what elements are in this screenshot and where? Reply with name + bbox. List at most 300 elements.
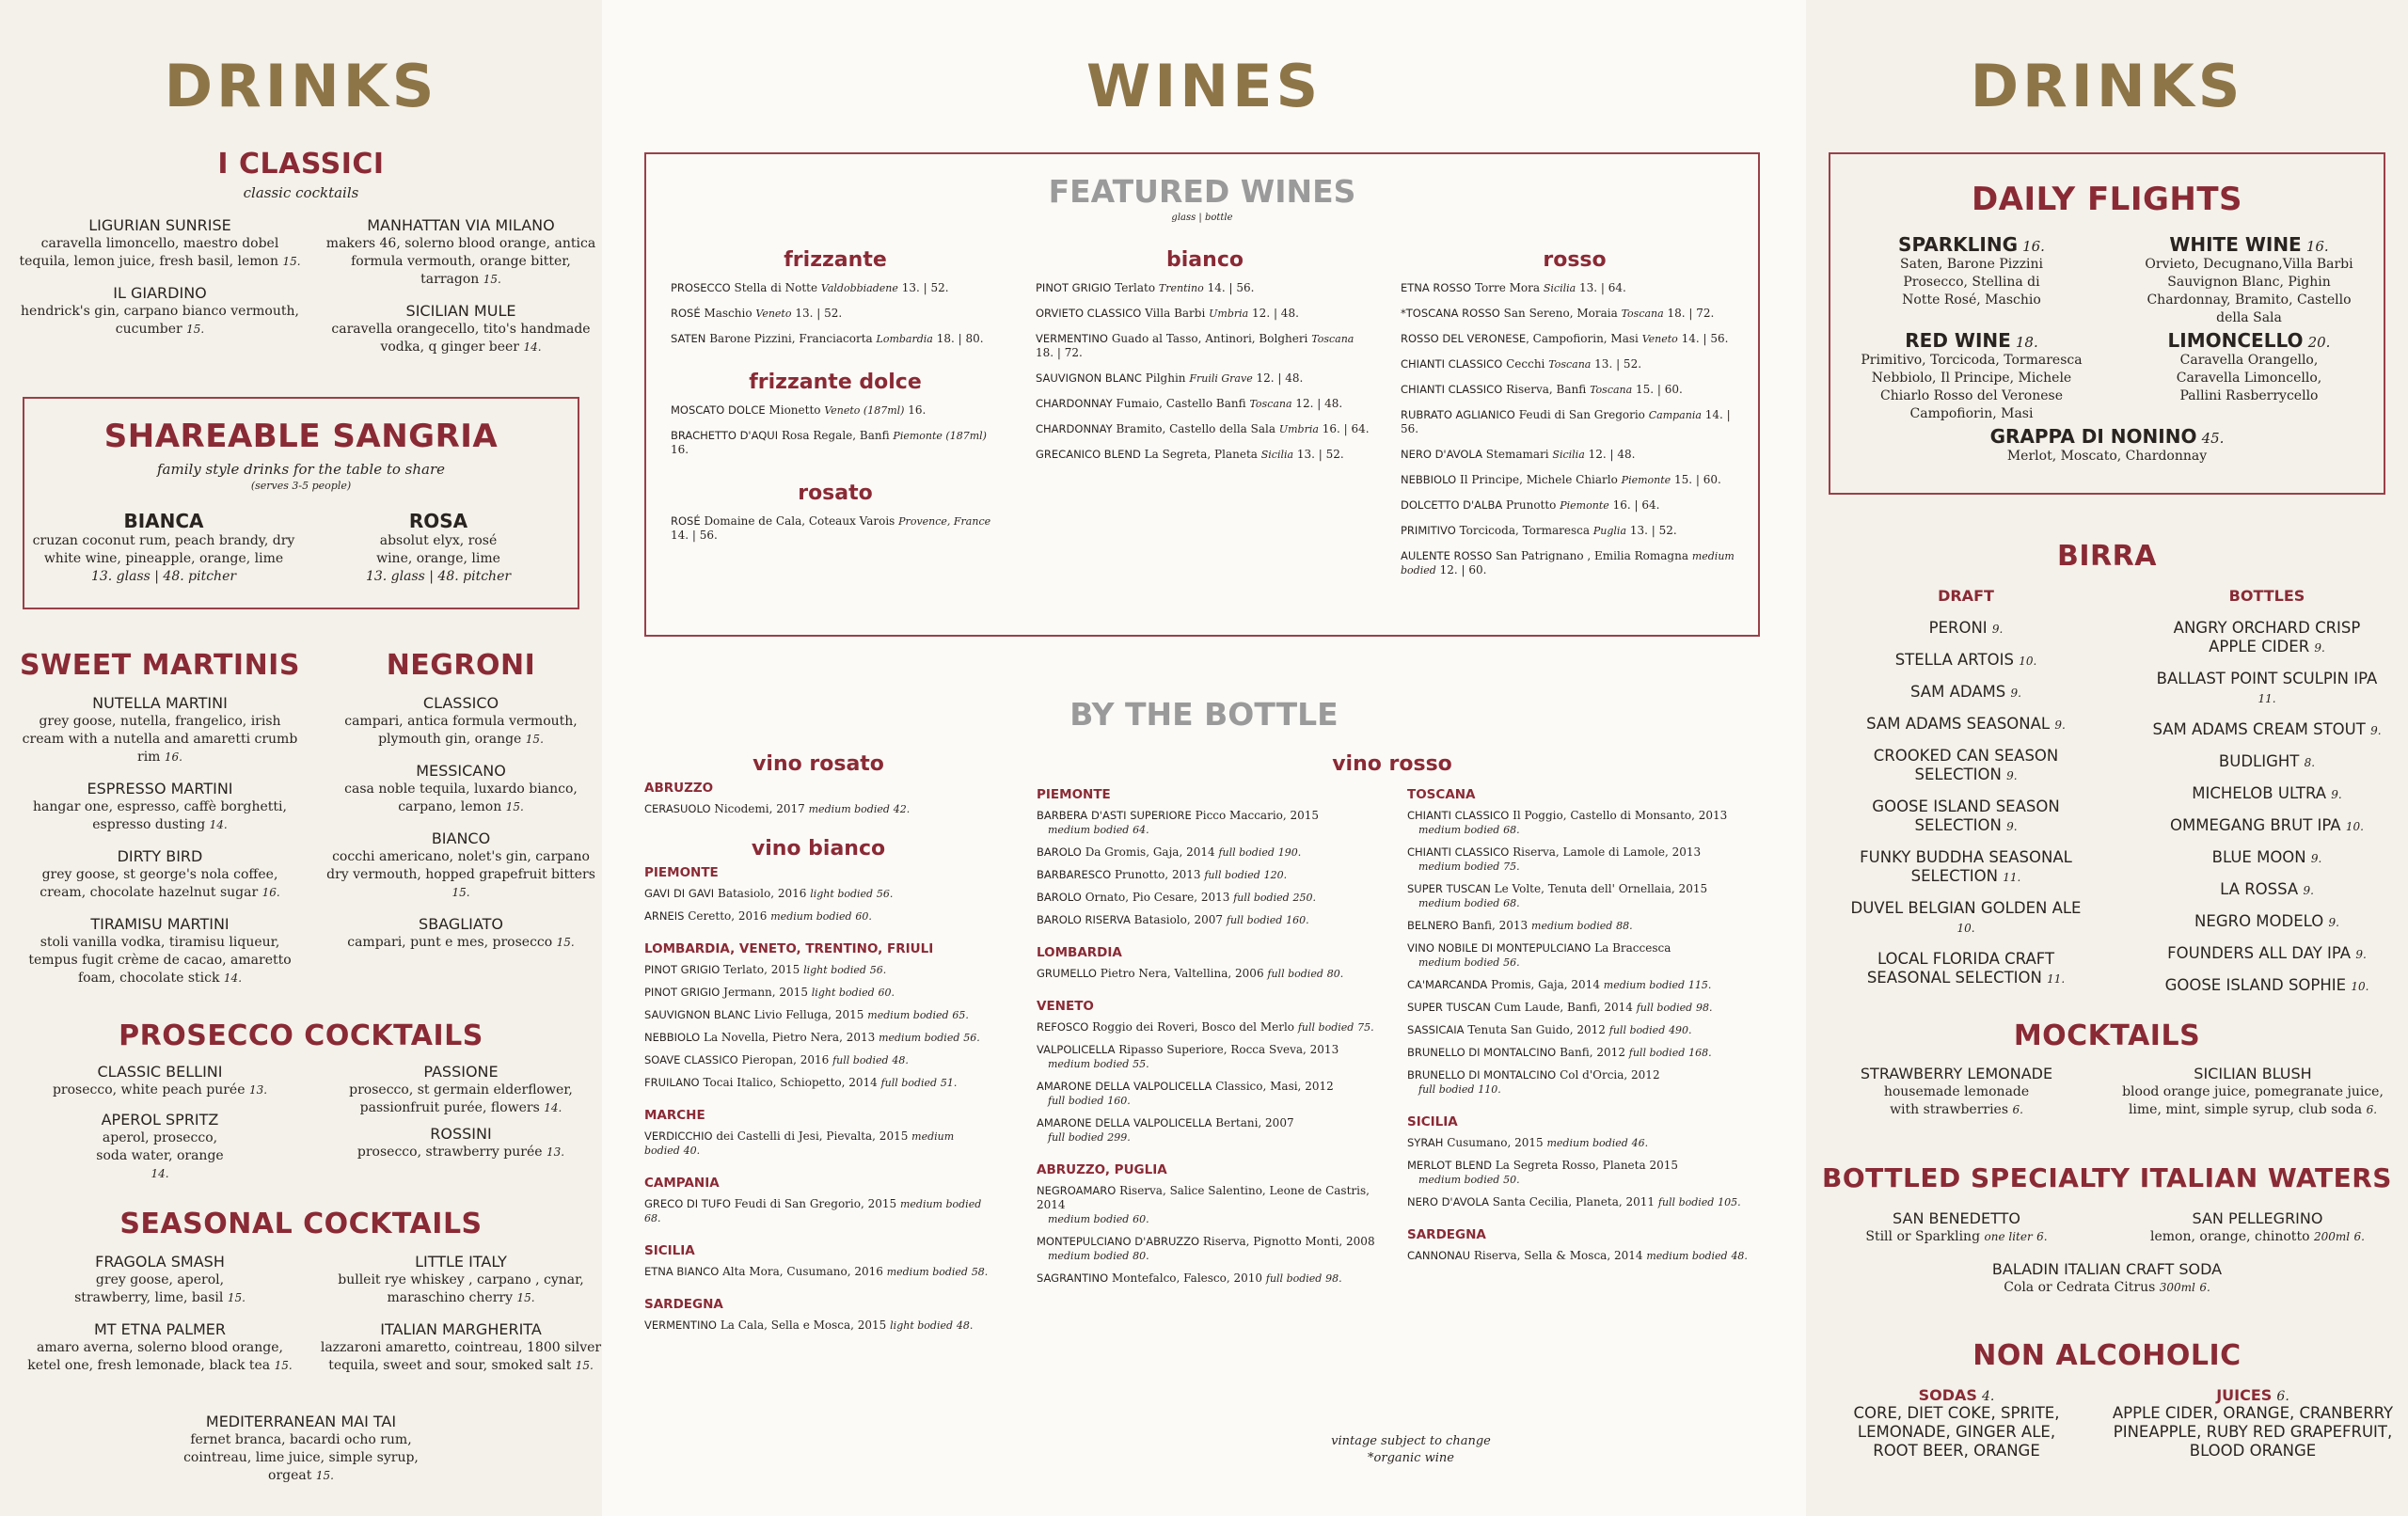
beer-price: 10. — [2345, 820, 2364, 833]
wine-line — [1037, 1116, 1385, 1145]
item-name: MEDITERRANEAN MAI TAI — [205, 1413, 397, 1430]
wine-body: full bodied — [1048, 1131, 1104, 1144]
wine-producer: Maschio — [704, 307, 752, 320]
wine-price: 12. | 48. — [1252, 307, 1299, 320]
wine-region-heading: CAMPANIA — [644, 1176, 720, 1191]
vino-rosato-list — [644, 780, 992, 816]
item-desc: Saten, Barone Pizzini Prosecco, Stellina di Notte Rosé, Maschio — [1900, 257, 2043, 308]
item-desc: campari, punt e mes, prosecco — [347, 935, 553, 950]
wine-name: BAROLO — [1037, 891, 1082, 904]
wine-producer: Villa Barbi — [1145, 307, 1206, 320]
wine-producer: Stella di Notte — [734, 281, 818, 294]
sangria-serves: (serves 3-5 people) — [250, 480, 352, 492]
wine-line — [1407, 845, 1783, 874]
item-name: LIMONCELLO — [2167, 329, 2304, 352]
wine-producer: Riserva, Banfi — [1506, 383, 1587, 396]
wine-producer: La Novella, Pietro Nera, 2013 — [703, 1031, 876, 1044]
wine-line — [1037, 845, 1385, 860]
wine-line — [1036, 422, 1374, 436]
wine-region: Veneto (187ml) — [824, 404, 905, 417]
beer-price: 9. — [2010, 687, 2021, 700]
wine-line — [1407, 1195, 1783, 1209]
item-name: MANHATTAN VIA MILANO — [367, 216, 555, 234]
wine-line — [644, 1129, 992, 1158]
wine-body: medium bodied — [1546, 1137, 1628, 1149]
wine-region: Valdobbiadene — [820, 282, 898, 294]
item-desc: hangar one, espresso, caffè borghetti, espresso dusting — [33, 799, 287, 832]
wine-line — [1037, 868, 1385, 882]
wine-region: Toscana — [1590, 384, 1633, 396]
wine-name: SUPER TUSCAN — [1407, 1001, 1491, 1014]
wine-producer: Le Volte, Tenuta dell' Ornellaia, 2015 — [1494, 882, 1708, 895]
item-desc: makers 46, solerno blood orange, antica formula vermouth, orange bitter, tarragon — [325, 236, 596, 287]
wine-name: ETNA BIANCO — [644, 1265, 720, 1278]
wine-body: medium bodied — [1418, 1174, 1500, 1186]
wine-name: MOSCATO DOLCE — [671, 403, 766, 417]
item-desc: lemon, orange, chinotto — [2150, 1229, 2310, 1244]
wine-subline — [1407, 955, 1783, 970]
wine-name: VALPOLICELLA — [1037, 1043, 1116, 1056]
wine-price: 14. | 56. — [671, 529, 718, 542]
item-name: CLASSIC BELLINI — [97, 1063, 223, 1081]
featured-col-2 — [1036, 248, 1374, 462]
wine-line — [1037, 1271, 1385, 1286]
wine-region: Veneto — [1641, 333, 1678, 345]
wine-price: 160. — [1107, 1095, 1131, 1107]
wine-body: full bodied — [1265, 1272, 1323, 1285]
wine-name: ETNA ROSSO — [1401, 281, 1472, 294]
wine-producer: La Segreta, Planeta — [1144, 448, 1258, 461]
item-name: PASSIONE — [423, 1063, 499, 1081]
menu-item — [1815, 1209, 2098, 1246]
juices-item — [2107, 1386, 2399, 1461]
menu-item — [19, 216, 301, 271]
item-desc: prosecco, strawberry purée — [356, 1145, 543, 1160]
wine-price: 12. | 48. — [1295, 397, 1343, 410]
wine-price: 16. | 64. — [1612, 498, 1660, 512]
item-price: 16. — [261, 886, 280, 899]
wine-price: 18. | 72. — [1036, 346, 1083, 359]
wine-producer: Jermann, 2015 — [723, 986, 808, 999]
wine-line — [1407, 1249, 1783, 1263]
item-desc: caravella orangecello, tito's handmade vodka, q ginger beer — [331, 322, 591, 355]
wine-name: PROSECCO — [671, 281, 731, 294]
wine-price: 13. | 52. — [901, 281, 949, 294]
wine-price: 12. | 48. — [1256, 371, 1304, 385]
wine-line — [644, 1197, 992, 1225]
item-price: 45. — [2201, 430, 2225, 447]
wine-line — [644, 963, 992, 977]
beer-name: PERONI — [1928, 619, 1988, 637]
wine-name: ARNEIS — [644, 909, 685, 923]
wine-line — [1407, 941, 1783, 970]
item-desc: casa noble tequila, luxardo bianco, carpano, lemon — [344, 782, 578, 814]
beer-item — [2149, 912, 2384, 932]
wine-line — [644, 802, 992, 816]
wine-region-heading: MARCHE — [644, 1108, 705, 1123]
wine-body: full bodied — [1233, 892, 1290, 904]
wine-region-heading: SARDEGNA — [644, 1297, 723, 1312]
wine-line — [644, 1319, 992, 1333]
wine-producer: Batasiolo, 2016 — [718, 887, 807, 900]
rosso-heading: rosso — [1543, 248, 1607, 272]
vino-rosso-list-2 — [1407, 786, 1783, 1263]
item-desc: housemade lemonade with strawberries — [1883, 1084, 2030, 1117]
beer-price: 9. — [2054, 719, 2066, 732]
vino-rosso-list-1 — [1037, 786, 1385, 1286]
wine-price: 13. | 52. — [795, 307, 843, 320]
item-name: SODAS — [1918, 1386, 1977, 1404]
wine-region: Toscana — [1311, 333, 1354, 345]
wine-body: full bodied — [832, 1054, 889, 1066]
item-desc: hendrick's gin, carpano bianco vermouth, cucumber — [21, 304, 299, 337]
beer-price: 9. — [1991, 623, 2004, 636]
wine-body: full bodied — [1628, 1047, 1686, 1059]
wine-region-heading: TOSCANA — [1407, 787, 1476, 802]
wine-producer: Cecchi — [1506, 357, 1545, 371]
wine-price: 64. — [1133, 824, 1149, 836]
wine-name: VINO NOBILE DI MONTEPULCIANO — [1407, 941, 1592, 955]
wine-name: ROSÉ — [671, 514, 701, 528]
wine-name: MERLOT BLEND — [1407, 1159, 1492, 1172]
wine-price: 80. — [1133, 1250, 1149, 1262]
rosato-heading: rosato — [798, 482, 873, 505]
wine-subline — [1407, 1173, 1783, 1187]
wine-region: Lombardia — [876, 333, 933, 345]
wine-body: full bodied — [880, 1077, 938, 1089]
wine-line — [1401, 357, 1749, 371]
item-price: 14. — [209, 818, 228, 831]
beer-item — [2149, 880, 2384, 900]
wine-name: MONTEPULCIANO D'ABRUZZO — [1037, 1235, 1200, 1248]
wine-name: BELNERO — [1407, 919, 1459, 932]
beer-name: ANGRY ORCHARD CRISP APPLE CIDER — [2173, 619, 2361, 655]
wine-region-heading: SARDEGNA — [1407, 1227, 1486, 1242]
beer-item — [2149, 720, 2384, 740]
wine-region: Piemonte — [1621, 474, 1671, 486]
item-desc: amaro averna, solerno blood orange, ketel one, fresh lemonade, black tea — [27, 1340, 283, 1373]
wine-producer: Riserva, Sella & Mosca, 2014 — [1473, 1249, 1643, 1262]
wine-body: medium bodied — [1048, 824, 1130, 836]
wine-line — [1401, 524, 1749, 538]
non-alcoholic-heading: NON ALCOHOLIC — [1972, 1339, 2242, 1372]
wine-price: 15. | 60. — [1636, 383, 1683, 396]
wine-price: 46. — [1631, 1137, 1649, 1149]
wine-name: PRIMITIVO — [1401, 524, 1456, 537]
seasonal-col-2 — [320, 1253, 602, 1388]
left-panel-drinks — [0, 0, 602, 1516]
wine-subline — [1037, 1130, 1385, 1145]
bianco-list — [1036, 281, 1374, 462]
wine-name: ROSSO DEL VERONESE, — [1401, 332, 1529, 345]
wine-line — [1407, 1159, 1783, 1187]
item-desc: CORE, DIET COKE, SPRITE, LEMONADE, GINGER ALE, ROOT BEER, ORANGE — [1853, 1404, 2060, 1460]
beer-name: BALLAST POINT SCULPIN IPA — [2156, 670, 2378, 687]
item-name: MESSICANO — [416, 762, 506, 780]
menu-item — [19, 1111, 301, 1183]
wine-name: SATEN — [671, 332, 706, 345]
flight-item — [2113, 233, 2385, 327]
wine-producer: Classico, Masi, 2012 — [1215, 1080, 1334, 1093]
wine-line — [1036, 307, 1374, 321]
item-price: 15. — [483, 273, 501, 286]
beer-name: SAM ADAMS — [1910, 683, 2006, 701]
wine-name: SASSICAIA — [1407, 1023, 1465, 1036]
item-name: LIGURIAN SUNRISE — [88, 216, 231, 234]
bianco-heading: bianco — [1166, 248, 1244, 272]
wine-name: PINOT GRIGIO — [644, 986, 721, 999]
wine-producer: Banfi, 2012 — [1560, 1046, 1625, 1059]
wine-name: BRUNELLO DI MONTALCINO — [1407, 1068, 1557, 1082]
wine-body: full bodied — [1204, 869, 1260, 881]
wine-region: Umbria — [1278, 423, 1319, 435]
wine-price: 55. — [1133, 1058, 1149, 1070]
flight-item — [2113, 329, 2385, 405]
item-price: 4. — [1982, 1389, 1995, 1404]
item-price: 15. — [315, 1469, 334, 1482]
wine-price: 168. — [1688, 1047, 1712, 1059]
wine-price: 105. — [1718, 1196, 1741, 1208]
wine-subline — [1407, 896, 1783, 910]
item-size: one liter — [1984, 1230, 2033, 1243]
wine-producer: La Braccesca — [1594, 941, 1671, 955]
wine-producer: Prunotto — [1506, 498, 1557, 512]
wine-region: Puglia — [1592, 525, 1626, 537]
item-name: TIRAMISU MARTINI — [90, 915, 230, 933]
wine-name: FRUILANO — [644, 1076, 700, 1089]
bottle-col-3 — [1407, 782, 1783, 1271]
wine-line — [1037, 891, 1385, 905]
item-price: 15. — [556, 936, 575, 949]
wine-line — [644, 1008, 992, 1022]
wine-body: light bodied — [811, 987, 875, 999]
item-name: DIRTY BIRD — [117, 847, 203, 865]
wine-producer: dei Castelli di Jesi, Pievalta, 2015 — [716, 1129, 909, 1143]
wine-price: 16. | 64. — [1322, 422, 1370, 435]
menu-item — [320, 1063, 602, 1117]
beer-item — [2149, 976, 2384, 996]
beer-price: 9. — [2303, 884, 2314, 897]
wine-name: PINOT GRIGIO — [644, 963, 721, 976]
wine-producer: Ripasso Superiore, Rocca Sveva, 2013 — [1118, 1043, 1339, 1056]
item-desc: Cola or Cedrata Citrus — [2004, 1280, 2156, 1295]
item-desc: cocchi americano, nolet's gin, carpano dry vermouth, hopped grapefruit bitters — [326, 849, 595, 882]
item-price: 6. — [2276, 1389, 2289, 1404]
wine-line — [1401, 408, 1749, 436]
wine-line — [1037, 1020, 1385, 1034]
wine-line — [1037, 1235, 1385, 1263]
menu-item — [320, 302, 602, 356]
wine-price: 115. — [1687, 979, 1712, 991]
wine-price: 75. — [1357, 1021, 1374, 1034]
item-name: NUTELLA MARTINI — [92, 694, 228, 712]
beer-name: SAM ADAMS CREAM STOUT — [2152, 720, 2366, 738]
wine-line — [1407, 1136, 1783, 1150]
wine-line — [1036, 448, 1374, 462]
featured-col-3 — [1401, 248, 1749, 577]
item-desc: Primitivo, Torcicoda, Tormaresca Nebbiolo, Il Principe, Michele Chiarlo Rosso del Veronese Campofiorin, Masi — [1861, 353, 2083, 421]
wine-producer: Bertani, 2007 — [1215, 1116, 1294, 1129]
wine-body: full bodied — [1226, 914, 1283, 926]
item-price: 13. — [547, 1145, 565, 1159]
wine-producer: Livio Felluga, 2015 — [753, 1008, 864, 1021]
item-desc: bulleit rye whiskey , carpano , cynar, maraschino cherry — [338, 1272, 584, 1305]
item-price: 13. glass | 48. pitcher — [90, 569, 237, 584]
item-name: ESPRESSO MARTINI — [87, 780, 233, 797]
item-name: SICILIAN MULE — [405, 302, 516, 320]
wine-name: SOAVE CLASSICO — [644, 1053, 738, 1066]
menu-item — [19, 1063, 301, 1099]
beer-price: 10. — [1956, 922, 1975, 935]
wine-producer: La Cala, Sella e Mosca, 2015 — [720, 1319, 887, 1332]
wine-name: SAUVIGNON BLANC — [1036, 371, 1142, 385]
wine-subline — [1037, 1094, 1385, 1108]
wine-price: 12. | 48. — [1588, 448, 1636, 461]
wine-producer: Pietro Nera, Valtellina, 2006 — [1100, 967, 1264, 980]
wine-line — [1037, 967, 1385, 981]
wine-region-heading: ABRUZZO, PUGLIA — [1037, 1162, 1167, 1177]
wine-line — [1036, 397, 1374, 411]
beer-price: 9. — [2331, 788, 2342, 801]
right-title: DRINKS — [1970, 52, 2244, 120]
wine-name: BAROLO RISERVA — [1037, 913, 1131, 926]
daily-flights-box — [1829, 152, 2385, 495]
item-price: 15. — [282, 255, 301, 268]
prosecco-col-1 — [19, 1063, 301, 1196]
menu-item — [320, 1320, 602, 1375]
vino-rosso-heading: vino rosso — [1332, 752, 1452, 776]
wine-name: REFOSCO — [1037, 1020, 1089, 1034]
wine-subline — [1037, 1057, 1385, 1071]
wine-line — [1037, 1043, 1385, 1071]
wine-price: 12. | 60. — [1439, 563, 1487, 576]
wine-region-heading: PIEMONTE — [644, 865, 719, 880]
wine-name: ROSÉ — [671, 307, 701, 320]
menu-item — [19, 1253, 301, 1307]
menu-item — [1919, 1260, 2295, 1297]
wine-body: medium bodied — [899, 1198, 982, 1210]
wine-subline — [1407, 1082, 1783, 1097]
wine-price: 40. — [683, 1145, 701, 1157]
beer-item — [1848, 715, 2083, 734]
beer-item — [1848, 619, 2083, 639]
seasonal-heading: SEASONAL COCKTAILS — [119, 1208, 483, 1240]
bottles-heading: BOTTLES — [2228, 587, 2305, 605]
wine-line — [671, 307, 1000, 321]
flight-item — [1830, 425, 2384, 466]
item-desc: campari, antica formula vermouth, plymouth gin, orange — [344, 714, 578, 747]
birra-heading: BIRRA — [2057, 540, 2157, 573]
wine-price: 13. | 52. — [1629, 524, 1677, 537]
menu-item — [32, 510, 295, 586]
wine-name: AULENTE ROSSO — [1401, 549, 1493, 562]
menu-item — [320, 762, 602, 816]
wine-producer: Ornato, Pio Cesare, 2013 — [1085, 891, 1230, 904]
beer-price: 9. — [2310, 852, 2322, 865]
wine-producer: La Segreta Rosso, Planeta 2015 — [1495, 1159, 1678, 1172]
wine-line — [671, 281, 1000, 295]
item-name: BALADIN ITALIAN CRAFT SODA — [1991, 1260, 2223, 1278]
wine-line — [1407, 1068, 1783, 1097]
beer-name: GOOSE ISLAND SOPHIE — [2164, 976, 2347, 994]
wine-name: BRACHETTO D'AQUI — [671, 429, 779, 442]
wine-line — [1407, 1046, 1783, 1060]
wine-producer: Banfi, 2013 — [1462, 919, 1529, 932]
beer-name: CROOKED CAN SEASON SELECTION — [1873, 747, 2059, 783]
wine-price: 56. — [1503, 956, 1520, 969]
right-panel-drinks — [1806, 0, 2408, 1516]
item-desc: grey goose, nutella, frangelico, irish cream with a nutella and amaretti crumb rim — [22, 714, 298, 765]
wine-region: Toscana — [1548, 358, 1592, 371]
middle-panel-wines — [602, 0, 1806, 1516]
wine-name: CHIANTI CLASSICO — [1401, 357, 1503, 371]
menu-item — [320, 829, 602, 902]
wine-region: Sicilia — [1260, 449, 1294, 461]
wine-price: 13. | 52. — [1594, 357, 1642, 371]
wine-producer: Terlato — [1115, 281, 1156, 294]
item-name: SPARKLING — [1898, 233, 2018, 256]
sangria-box — [23, 397, 579, 609]
item-price: 16. — [2022, 238, 2045, 255]
classici-col-1 — [19, 216, 301, 352]
wine-producer: Barone Pizzini, Franciacorta — [709, 332, 873, 345]
wine-subline — [1037, 1249, 1385, 1263]
item-desc: fernet branca, bacardi ocho rum, cointreau, lime juice, simple syrup, orgeat — [183, 1432, 419, 1483]
item-price: 15. — [575, 1359, 594, 1372]
item-desc: grey goose, st george's nola coffee, cream, chocolate hazelnut sugar — [40, 867, 278, 900]
item-name: WHITE WINE — [2169, 233, 2302, 256]
wine-name: CHARDONNAY — [1036, 422, 1113, 435]
wine-producer: Santa Cecilia, Planeta, 2011 — [1492, 1195, 1656, 1208]
beer-price: 10. — [2019, 655, 2037, 668]
item-desc: Still or Sparkling — [1865, 1229, 1981, 1244]
wine-body: medium bodied — [644, 1130, 955, 1157]
menu-item — [19, 780, 301, 834]
wine-producer: Riserva, Pignotto Monti, 2008 — [1202, 1235, 1375, 1248]
wine-price: 299. — [1107, 1131, 1131, 1144]
beer-name: STELLA ARTOIS — [1894, 651, 2014, 669]
bottle-col-1 — [644, 752, 992, 1341]
beer-name: MICHELOB ULTRA — [2192, 784, 2327, 802]
wine-price: 16. — [671, 443, 689, 456]
wine-name: CA'MARCANDA — [1407, 978, 1488, 991]
wine-region: medium bodied — [1401, 550, 1735, 576]
footnote-organic: *organic wine — [1368, 1451, 1454, 1465]
wines-title: WINES — [1085, 52, 1323, 120]
wine-producer: Feudi di San Gregorio, 2015 — [734, 1197, 897, 1210]
item-name: FRAGOLA SMASH — [95, 1253, 225, 1271]
wine-line — [644, 1031, 992, 1045]
item-name: SAN BENEDETTO — [1893, 1209, 2020, 1227]
wine-line — [1401, 473, 1749, 487]
wine-line — [1401, 383, 1749, 397]
wine-line — [1401, 549, 1749, 577]
beer-item — [2149, 752, 2384, 772]
item-price: 15. — [525, 733, 544, 746]
item-desc: grey goose, aperol, strawberry, lime, basil — [74, 1272, 225, 1305]
wine-body: medium bodied — [1603, 979, 1686, 991]
wine-subline — [1407, 823, 1783, 837]
wine-price: 60. — [1133, 1213, 1149, 1225]
wine-body: light bodied — [810, 888, 874, 900]
wine-price: 18. | 72. — [1667, 307, 1715, 320]
wine-line — [644, 909, 992, 924]
featured-col-1 — [671, 248, 1000, 543]
menu-item — [307, 510, 570, 586]
wine-producer: Col d'Orcia, 2012 — [1560, 1068, 1660, 1082]
wine-name: CHIANTI CLASSICO — [1407, 845, 1510, 859]
item-desc: Merlot, Moscato, Chardonnay — [2006, 449, 2208, 464]
